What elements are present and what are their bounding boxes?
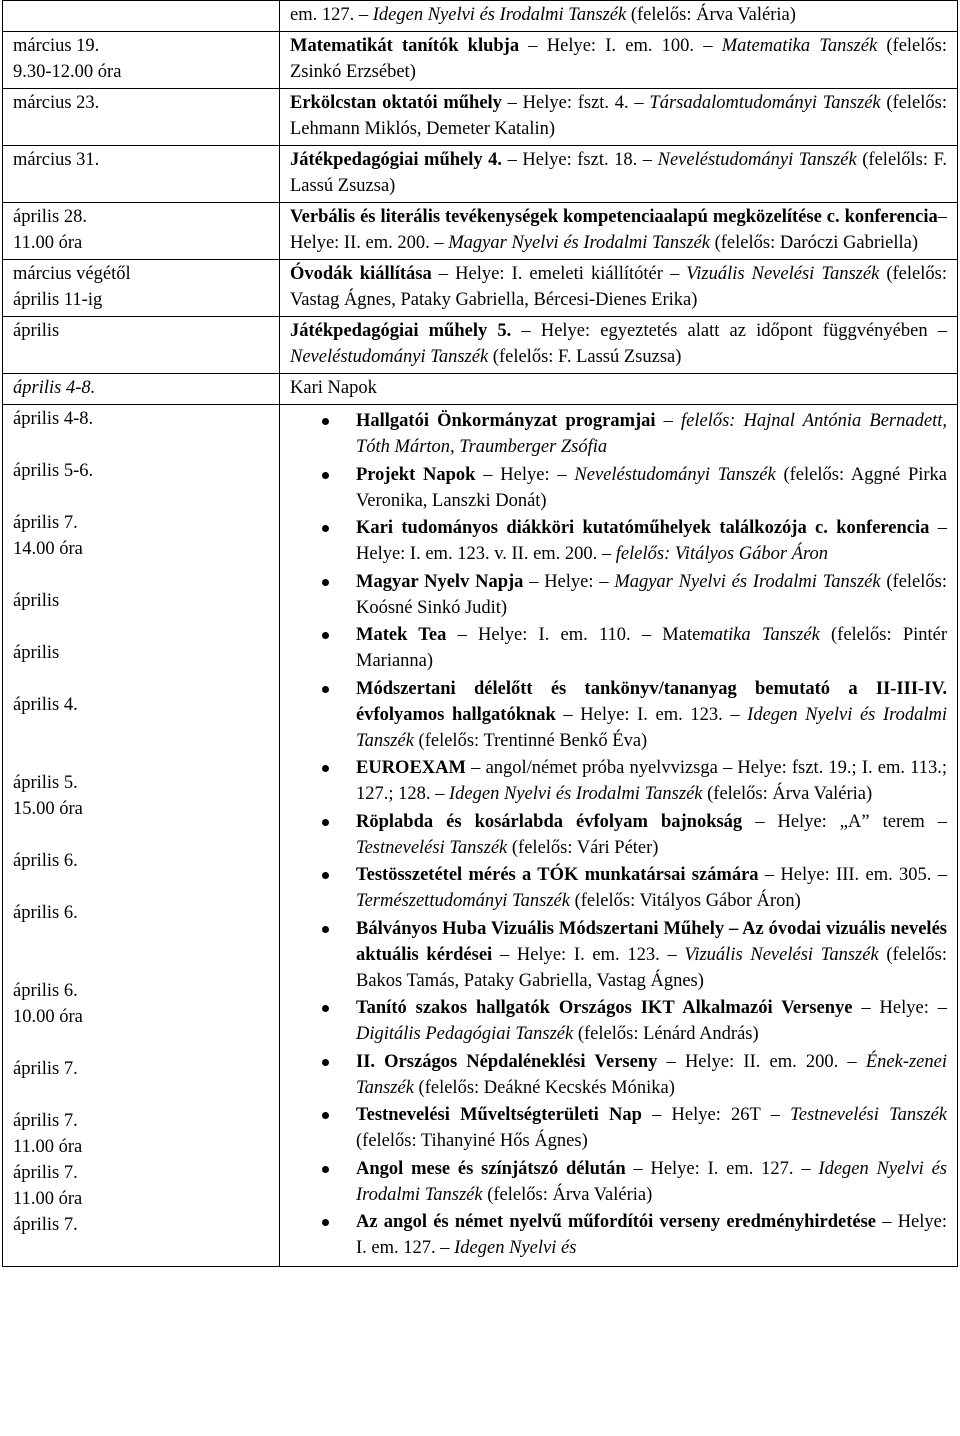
department-name: Testnevelési Tanszék xyxy=(790,1105,947,1125)
department-name: Társadalomtudományi Tanszék xyxy=(649,93,881,113)
list-item xyxy=(356,1049,947,1101)
date-text: április 7. xyxy=(13,1163,78,1183)
date-text: 11.00 óra xyxy=(13,233,83,253)
date-text xyxy=(13,718,269,744)
list-item xyxy=(356,862,947,914)
event-cell xyxy=(280,260,958,317)
date-text xyxy=(13,1030,269,1056)
event-detail: – Helye: – xyxy=(475,464,575,485)
department-name: Matematika Tanszék xyxy=(721,36,878,56)
event-title: Játékpedagógiai műhely 5. xyxy=(290,321,512,341)
date-text xyxy=(13,2,269,28)
event-detail: (felelős: Daróczi Gabriella) xyxy=(709,233,918,253)
date-text: április 11-ig xyxy=(13,290,103,310)
schedule-row xyxy=(3,1,958,32)
date-cell xyxy=(3,374,280,405)
event-detail: – Helye: I. em. 127. – xyxy=(356,1212,947,1258)
event-detail: (felelős: Trentinné Benkő Éva) xyxy=(413,730,648,751)
date-text xyxy=(13,666,269,692)
event-title: Testnevelési Műveltségterületi Nap xyxy=(356,1105,642,1125)
event-detail: – Helye: I. emeleti kiállítótér – xyxy=(431,264,687,284)
event-detail: – Helye: I. em. 123. v. II. em. 200. – xyxy=(356,518,947,564)
event-cell xyxy=(280,32,958,89)
date-cell xyxy=(3,405,280,1267)
event-detail: – Helye: I. em. 123. – xyxy=(492,944,685,965)
event-title: Az angol és német nyelvű műfordítói verseny eredményhirdetése xyxy=(356,1212,876,1232)
event-detail: (felelős: Lénárd András) xyxy=(573,1024,759,1044)
department-name: Magyar Nyelvi és Irodalmi Tanszék xyxy=(448,233,710,253)
date-text: április 7. xyxy=(13,513,78,533)
list-item xyxy=(356,1102,947,1154)
list-item xyxy=(356,515,947,567)
date-text xyxy=(13,562,269,588)
date-text: április 7. xyxy=(13,1111,78,1131)
list-item xyxy=(356,676,947,754)
date-cell xyxy=(3,32,280,89)
date-text: március végétől xyxy=(13,264,131,284)
schedule-row xyxy=(3,260,958,317)
date-text xyxy=(13,952,269,978)
schedule-row xyxy=(3,146,958,203)
department-name: Vizuális Nevelési Tanszék xyxy=(686,264,880,284)
department-name: Neveléstudományi Tanszék xyxy=(574,464,776,485)
date-text xyxy=(13,484,269,510)
event-detail: – Helye: I. em. 127. – xyxy=(625,1158,819,1179)
date-cell xyxy=(3,146,280,203)
list-item xyxy=(356,408,947,460)
date-text: április 6. xyxy=(13,903,78,923)
event-detail: – Helye: II. em. 200. – xyxy=(657,1051,866,1072)
date-cell xyxy=(3,89,280,146)
event-detail: (felelős: F. Lassú Zsuzsa) xyxy=(488,347,682,367)
department-name: Neveléstudományi Tanszék xyxy=(657,150,857,170)
event-title: Tanító szakos hallgatók Országos IKT Alkalmazói Versenye xyxy=(356,998,853,1018)
schedule-table xyxy=(2,0,958,1267)
date-text: 9.30-12.00 óra xyxy=(13,62,122,82)
event-cell xyxy=(280,317,958,374)
list-item xyxy=(356,622,947,674)
department-name: Idegen Nyelvi és Irodalmi Tanszék xyxy=(356,1158,947,1205)
date-cell xyxy=(3,1,280,32)
kari-napok-title: Kari Napok xyxy=(280,374,958,405)
event-title: Kari tudományos diákköri kutatóműhelyek találkozója c. konferencia xyxy=(356,518,930,538)
event-detail: – Helye: egyeztetés alatt az időpont függvényében – xyxy=(511,321,947,341)
event-detail: – Helye: 26T – xyxy=(641,1105,791,1125)
event-detail: – Helye: I. em. 123. – xyxy=(555,704,748,725)
event-detail: (felelős: Zsinkó Erzsébet) xyxy=(290,36,947,82)
date-text xyxy=(13,926,269,952)
date-cell xyxy=(3,260,280,317)
list-item xyxy=(356,462,947,514)
date-text: április 7. xyxy=(13,1215,78,1235)
event-title: Erkölcstan oktatói műhely xyxy=(290,93,502,113)
event-title: Matek Tea xyxy=(356,625,447,645)
event-detail: (felelős: Aggné Pirka Veronika, Lanszki Donát) xyxy=(356,464,947,511)
date-text: március 23. xyxy=(13,93,100,113)
department-name: Digitális Pedagógiai Tanszék xyxy=(356,1024,574,1044)
department-name: felelős: Hajnal Antónia Bernadett, Tóth Márton, Traumberger Zsófia xyxy=(356,411,947,457)
event-detail: – Helye: II. em. 200. – xyxy=(290,207,947,253)
event-detail: (felelős: Koósné Sinkó Judit) xyxy=(356,571,947,618)
date-text: 10.00 óra xyxy=(13,1007,83,1027)
event-detail: – Helye: I. em. 100. – xyxy=(519,36,722,56)
event-detail: (felelős: Árva Valéria) xyxy=(482,1184,653,1205)
list-item xyxy=(356,755,947,807)
schedule-row xyxy=(3,32,958,89)
department-name: Magyar Nyelvi és Irodalmi Tanszék xyxy=(614,571,881,592)
event-title: Bálványos Huba Vizuális Módszertani Műhely – Az óvodai vizuális nevelés aktuális kérdései xyxy=(356,918,947,965)
event-detail: (felelős: Tihanyiné Hős Ágnes) xyxy=(356,1131,588,1151)
event-detail: (felelős: Vári Péter) xyxy=(507,837,659,858)
department-name: felelős: Vitályos Gábor Áron xyxy=(615,544,829,564)
event-title: Projekt Napok xyxy=(356,464,476,485)
department-name: Természettudományi Tanszék xyxy=(356,891,570,911)
date-cell xyxy=(3,317,280,374)
date-text: 11.00 óra xyxy=(13,1137,83,1157)
date-text: április 4-8. xyxy=(13,378,96,398)
event-detail: – xyxy=(358,5,373,25)
event-title: Angol mese és színjátszó délután xyxy=(356,1158,626,1179)
event-detail: – Helye: – xyxy=(852,998,947,1018)
date-text: április 28. xyxy=(13,207,87,227)
department-name: Idegen Nyelvi és xyxy=(454,1238,577,1258)
event-detail: – Helye: – xyxy=(523,571,615,592)
date-text: április 6. xyxy=(13,981,78,1001)
event-title: Módszertani délelőtt és tankönyv/tananyag bemutató a II-III-IV. évfolyamos hallgatóknak xyxy=(356,678,947,725)
date-text: április 7. xyxy=(13,1059,78,1079)
department-name: Vizuális Nevelési Tanszék xyxy=(684,944,879,965)
schedule-row xyxy=(3,89,958,146)
date-text xyxy=(13,432,269,458)
event-detail: (felelős: Árva Valéria) xyxy=(626,5,796,25)
schedule-row xyxy=(3,203,958,260)
kari-napok-list xyxy=(290,408,947,1261)
event-detail: (felelős: Vastag Ágnes, Pataky Gabriella, Bércesi-Dienes Erika) xyxy=(290,264,947,310)
list-item xyxy=(356,809,947,861)
event-detail: em. 127. xyxy=(290,5,359,25)
department-name: Testnevelési Tanszék xyxy=(356,837,508,858)
list-item xyxy=(356,569,947,621)
event-title: Hallgatói Önkormányzat programjai xyxy=(356,411,656,431)
event-detail: – Helye: I. em. 110. – Mate xyxy=(446,625,701,645)
event-detail: – Helye: „A” terem – xyxy=(742,811,947,832)
list-item xyxy=(356,1156,947,1208)
date-text: március 19. xyxy=(13,36,100,56)
event-title: EUROEXAM xyxy=(356,758,466,778)
date-text xyxy=(13,822,269,848)
event-cell xyxy=(280,1,958,32)
date-text: április 4. xyxy=(13,695,78,715)
department-name: Idegen Nyelvi és Irodalmi Tanszék xyxy=(449,784,703,804)
event-detail: (felelős: Bakos Tamás, Pataky Gabriella, Vastag Ágnes) xyxy=(356,944,947,991)
date-text xyxy=(13,744,269,770)
kari-napok-row xyxy=(3,405,958,1267)
date-text: 11.00 óra xyxy=(13,1189,83,1209)
event-cell xyxy=(280,405,958,1267)
date-text xyxy=(13,1082,269,1108)
event-title: Magyar Nyelv Napja xyxy=(356,571,524,592)
date-text: április xyxy=(13,643,60,663)
event-detail: – xyxy=(655,411,681,431)
event-title: Matematikát tanítók klubja xyxy=(290,36,520,56)
date-cell xyxy=(3,203,280,260)
event-title: Testösszetétel mérés a TÓK munkatársai számára xyxy=(356,865,759,885)
date-text: április 4-8. xyxy=(13,409,94,429)
event-detail: (felelős: Vitályos Gábor Áron) xyxy=(569,891,801,911)
department-name: Idegen Nyelvi és Irodalmi Tanszék xyxy=(356,704,948,751)
event-detail: (felelős: Lehmann Miklós, Demeter Katalin) xyxy=(290,93,947,139)
event-detail: – Helye: III. em. 305. – xyxy=(758,865,947,885)
event-detail: – Helye: fszt. 4. – xyxy=(501,93,650,113)
event-detail: (felelős: Deákné Kecskés Mónika) xyxy=(413,1077,675,1098)
date-text: március 31. xyxy=(13,150,100,170)
event-detail: – Helye: fszt. 18. – xyxy=(502,150,658,170)
event-title: Röplabda és kosárlabda évfolyam bajnokság xyxy=(356,811,743,832)
list-item xyxy=(356,916,947,994)
event-cell xyxy=(280,89,958,146)
date-text: április 5. xyxy=(13,773,78,793)
event-detail: (felelőls: F. Lassú Zsuzsa) xyxy=(290,150,948,196)
department-name: Neveléstudományi Tanszék xyxy=(290,347,489,367)
kari-napok-header-row xyxy=(3,374,958,405)
date-text xyxy=(13,614,269,640)
event-title: Verbális és literális tevékenységek kompetenciaalapú megközelítése c. konferencia xyxy=(290,207,938,227)
date-text: április 6. xyxy=(13,851,78,871)
event-detail: (felelős: Árva Valéria) xyxy=(702,784,873,804)
department-name: Ének-zenei Tanszék xyxy=(356,1051,947,1098)
list-item xyxy=(356,1209,947,1261)
department-name: Idegen Nyelvi és Irodalmi Tanszék xyxy=(372,5,627,25)
event-cell xyxy=(280,146,958,203)
event-title: Óvodák kiállítása xyxy=(290,264,432,284)
department-name: matika Tanszék xyxy=(700,625,820,645)
event-title: II. Országos Népdaléneklési Verseny xyxy=(356,1051,658,1072)
date-text: április xyxy=(13,591,60,611)
date-text: április xyxy=(13,321,60,341)
list-item xyxy=(356,995,947,1047)
date-text: április 5-6. xyxy=(13,461,94,481)
event-cell xyxy=(280,203,958,260)
event-detail: (felelős: Pintér Marianna) xyxy=(356,625,948,671)
schedule-row xyxy=(3,317,958,374)
event-detail: – angol/német próba nyelvvizsga – Helye: fszt. 19.; I. em. 113.; 127.; 128. – xyxy=(356,758,947,804)
date-text: 15.00 óra xyxy=(13,799,83,819)
event-title: Játékpedagógiai műhely 4. xyxy=(290,150,503,170)
date-text xyxy=(13,874,269,900)
date-text: 14.00 óra xyxy=(13,539,83,559)
